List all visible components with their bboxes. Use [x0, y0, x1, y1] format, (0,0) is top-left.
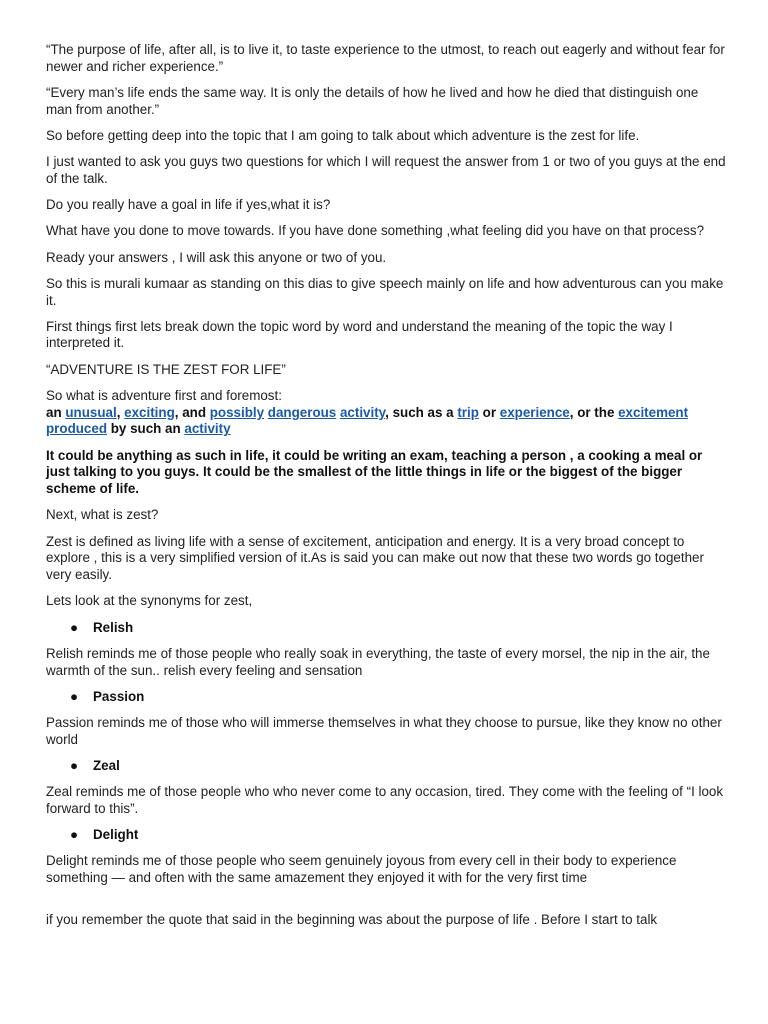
definition-text: or	[478, 404, 500, 420]
paragraph-gap	[46, 896, 726, 912]
body-paragraph: First things first lets break down the topic word by word and understand the meaning of the topic the way I interpreted it.	[46, 318, 673, 351]
bullet-icon: ●	[70, 688, 79, 704]
definition-text: ,	[116, 404, 125, 420]
definition-link[interactable]: activity	[184, 421, 231, 437]
list-item	[46, 620, 726, 637]
body-paragraph: Delight reminds me of those people who seem genuinely joyous from every cell in their body to experience something — and often with the same amazement they enjoyed it with for the very first time	[46, 853, 677, 886]
body-paragraph: Lets look at the synonyms for zest,	[46, 593, 253, 609]
definition-link[interactable]: produced	[46, 421, 108, 437]
bullet-label: Passion	[93, 688, 145, 704]
list-item	[46, 758, 726, 775]
definition-link[interactable]: possibly	[209, 404, 265, 420]
bullet-icon: ●	[70, 757, 79, 773]
bullet-icon: ●	[70, 619, 79, 635]
bullet-label: Delight	[93, 827, 139, 843]
definition-link[interactable]: dangerous	[267, 404, 337, 420]
bullet-label: Zeal	[93, 757, 120, 773]
definition-link[interactable]: trip	[457, 404, 479, 420]
definition-text: an	[46, 404, 66, 420]
quote-paragraph: “Every man’s life ends the same way. It is only the details of how he lived and how he died that distinguish one man from another.”	[46, 84, 699, 117]
body-paragraph: So before getting deep into the topic that I am going to talk about which adventure is the zest for life.	[46, 127, 640, 143]
body-paragraph: Zest is defined as living life with a sense of excitement, anticipation and energy. It is a very broad concept to explore , this is a very simplified version of it.As is said you can make out now that these two words go together very easily.	[46, 533, 704, 583]
adventure-definition	[46, 405, 726, 439]
body-paragraph: Zeal reminds me of those people who who never come to any occasion, tired. They come with the feeling of “I look forward to this”.	[46, 784, 724, 816]
bullet-label: Relish	[93, 619, 134, 635]
body-paragraph: Ready your answers , I will ask this anyone or two of you.	[46, 249, 387, 265]
body-paragraph: if you remember the quote that said in the beginning was about the purpose of life . Before I start to talk	[46, 912, 658, 928]
body-paragraph: Relish reminds me of those people who really soak in everything, the taste of every morsel, the nip in the air, the warmth of the sun.. relish every feeling and sensation	[46, 645, 710, 678]
topic-heading: “ADVENTURE IS THE ZEST FOR LIFE”	[46, 361, 286, 377]
definition-text: , or the	[569, 404, 619, 420]
question-paragraph: What have you done to move towards. If you have done something ,what feeling did you have on that process?	[46, 223, 705, 239]
definition-link[interactable]: experience	[499, 404, 570, 420]
body-paragraph: Passion reminds me of those who will immerse themselves in what they choose to pursue, like they know no other world	[46, 714, 722, 747]
definition-link[interactable]: unusual	[65, 404, 117, 420]
body-paragraph: Next, what is zest?	[46, 507, 159, 523]
bullet-icon: ●	[70, 827, 79, 843]
list-item	[46, 689, 726, 706]
quote-paragraph: “The purpose of life, after all, is to live it, to taste experience to the utmost, to reach out eagerly and without fear for newer and richer experience.”	[46, 42, 725, 74]
body-paragraph: So what is adventure first and foremost:	[46, 387, 282, 403]
question-paragraph: Do you really have a goal in life if yes,what it is?	[46, 197, 331, 213]
definition-link[interactable]: activity	[339, 404, 386, 420]
bold-paragraph: It could be anything as such in life, it could be writing an exam, teaching a person , a cooking a meal or just talking to you guys. It could be the smallest of the little things in life or the biggest of the bigger scheme of life.	[46, 447, 703, 497]
body-paragraph: So this is murali kumaar as standing on this dias to give speech mainly on life and how adventurous can you make it.	[46, 275, 724, 308]
definition-text: by such an	[107, 421, 185, 437]
definition-link[interactable]: excitement	[618, 404, 689, 420]
definition-text: , and	[174, 404, 210, 420]
definition-text: , such as a	[385, 404, 458, 420]
definition-link[interactable]: exciting	[124, 404, 175, 420]
body-paragraph: I just wanted to ask you guys two questions for which I will request the answer from 1 or two of you guys at the end of the talk.	[46, 154, 726, 186]
document-body	[46, 42, 726, 938]
list-item	[46, 827, 726, 844]
